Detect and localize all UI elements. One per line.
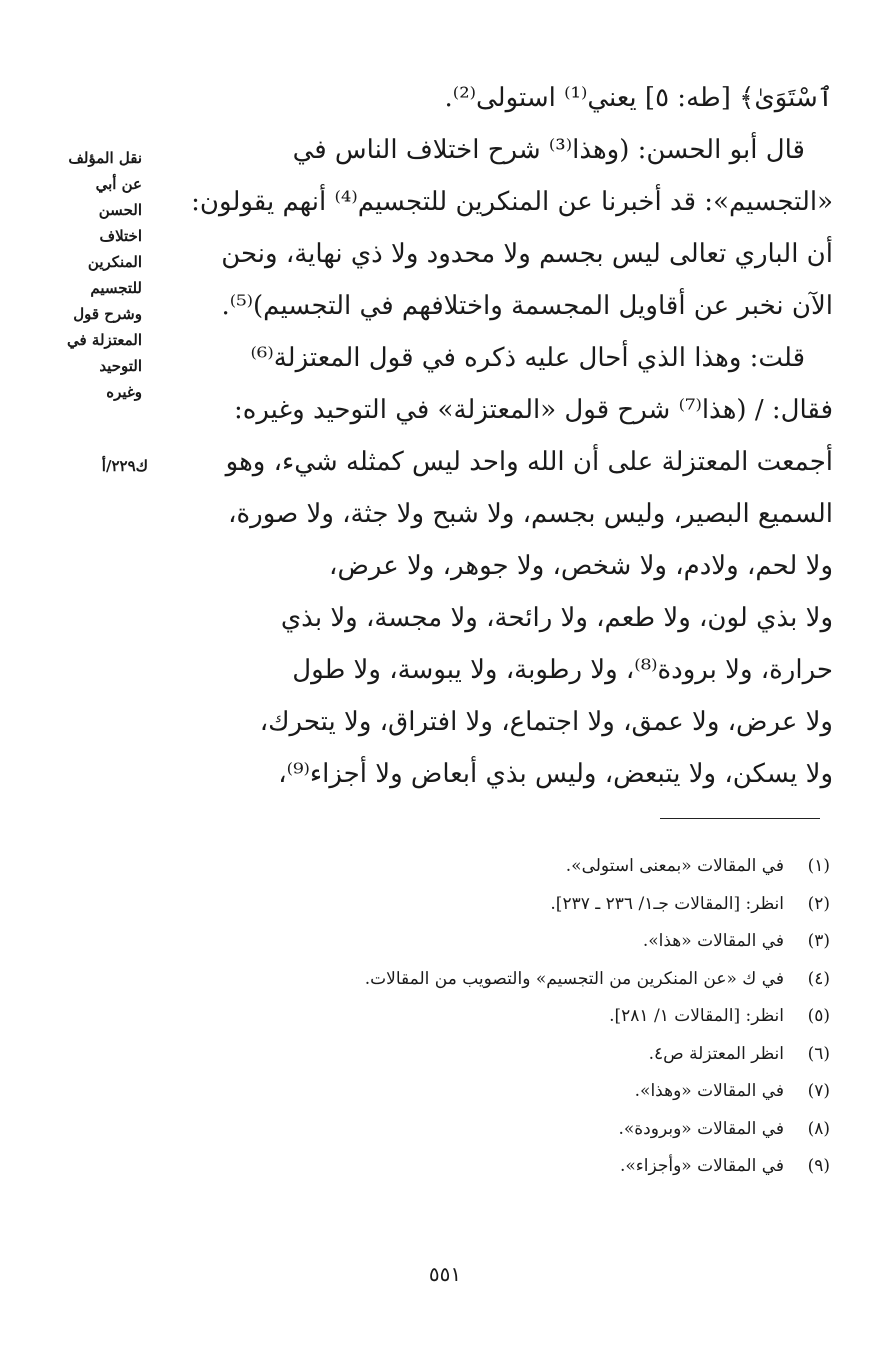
footnote-text: في المقالات «هذا».	[642, 931, 784, 951]
text-line: أن الباري تعالى ليس بجسم ولا محدود ولا ذي نهاية، ونحن	[221, 239, 833, 269]
text-line: ٱسْتَوَىٰ﴾ [طه: ٥] يعني⁽¹⁾ استولى⁽²⁾.	[444, 83, 833, 113]
margin-note-line: عن أبي	[95, 175, 142, 193]
footnote-number: (٧)	[807, 1081, 830, 1101]
footnote-number: (٤)	[807, 968, 830, 989]
footnote-text: في المقالات «وأجزاء».	[619, 1156, 784, 1176]
footnote-text: في المقالات «وهذا».	[634, 1081, 784, 1101]
margin-note-line: المعتزلة في	[67, 331, 142, 349]
footnote-number: (٩)	[807, 1156, 830, 1176]
text-line: ولا لحم، ولادم، ولا شخص، ولا جوهر، ولا عرض،	[329, 551, 833, 581]
manuscript-folio-ref: ك٢٢٩/أ	[101, 457, 148, 475]
margin-note-line: اختلاف	[99, 227, 142, 245]
footnote	[90, 961, 830, 999]
footnote	[90, 1036, 830, 1074]
footnote-text: انظر: [المقالات جـ١/ ٢٣٦ ـ ٢٣٧].	[550, 893, 784, 914]
footnote	[90, 1073, 830, 1111]
footnotes	[90, 848, 830, 1186]
text-line: ولا يسكن، ولا يتبعض، وليس بذي أبعاض ولا أجزاء⁽⁹⁾،	[278, 759, 833, 789]
text-line: «التجسيم»: قد أخبرنا عن المنكرين للتجسيم⁽⁴⁾ أنهم يقولون:	[191, 187, 833, 217]
margin-note-line: المنكرين	[87, 253, 142, 271]
footnote-number: (٥)	[807, 1006, 830, 1026]
footnote-number: (٢)	[807, 893, 830, 914]
footnote-text: في المقالات «بمعنى استولى».	[565, 856, 784, 876]
footnote	[90, 1111, 830, 1149]
text-line: فقال: / (هذا⁽⁷⁾ شرح قول «المعتزلة» في التوحيد وغيره:	[233, 395, 833, 425]
footnote	[90, 998, 830, 1036]
footnote	[90, 923, 830, 961]
footnote-number: (٣)	[807, 931, 830, 951]
margin-note-line: وشرح قول	[73, 305, 142, 323]
footnote	[90, 1148, 830, 1186]
footnote-number: (١)	[807, 856, 830, 876]
margin-note-line: الحسن	[98, 201, 142, 219]
text-line: ولا عرض، ولا عمق، ولا اجتماع، ولا افتراق، ولا يتحرك،	[259, 707, 833, 737]
text-line: الآن نخبر عن أقاويل المجسمة واختلافهم في التجسيم)⁽⁵⁾.	[221, 291, 833, 321]
footnote	[90, 886, 830, 924]
footnote-text: في ك «عن المنكرين من التجسيم» والتصويب من المقالات.	[364, 968, 784, 989]
text-line: قال أبو الحسن: (وهذا⁽³⁾ شرح اختلاف الناس في	[292, 135, 805, 165]
footnote-text: انظر: [المقالات ١/ ٢٨١].	[609, 1006, 784, 1026]
text-line: السميع البصير، وليس بجسم، ولا شبح ولا جثة، ولا صورة،	[228, 499, 833, 529]
footnote-number: (٨)	[807, 1118, 830, 1139]
footnote-separator	[660, 818, 820, 819]
main-text	[155, 72, 833, 800]
margin-note-line: نقل المؤلف	[68, 149, 142, 167]
text-line: حرارة، ولا برودة⁽⁸⁾، ولا رطوبة، ولا يبوسة، ولا طول	[292, 655, 833, 685]
margin-note-line: للتجسيم	[90, 279, 142, 297]
footnote-number: (٦)	[807, 1043, 830, 1064]
margin-note	[52, 145, 142, 405]
footnote	[90, 848, 830, 886]
footnote-text: في المقالات «وبرودة».	[618, 1118, 784, 1139]
text-line: ولا بذي لون، ولا طعم، ولا رائحة، ولا مجسة، ولا بذي	[280, 603, 833, 633]
footnote-text: انظر المعتزلة ص٤.	[648, 1043, 784, 1064]
margin-note-line: التوحيد	[99, 357, 142, 375]
text-line: أجمعت المعتزلة على أن الله واحد ليس كمثله شيء، وهو	[225, 447, 833, 477]
page-number: ٥٥١	[428, 1262, 462, 1286]
text-line: قلت: وهذا الذي أحال عليه ذكره في قول المعتزلة⁽⁶⁾	[250, 343, 805, 373]
margin-note-line: وغيره	[106, 383, 142, 401]
